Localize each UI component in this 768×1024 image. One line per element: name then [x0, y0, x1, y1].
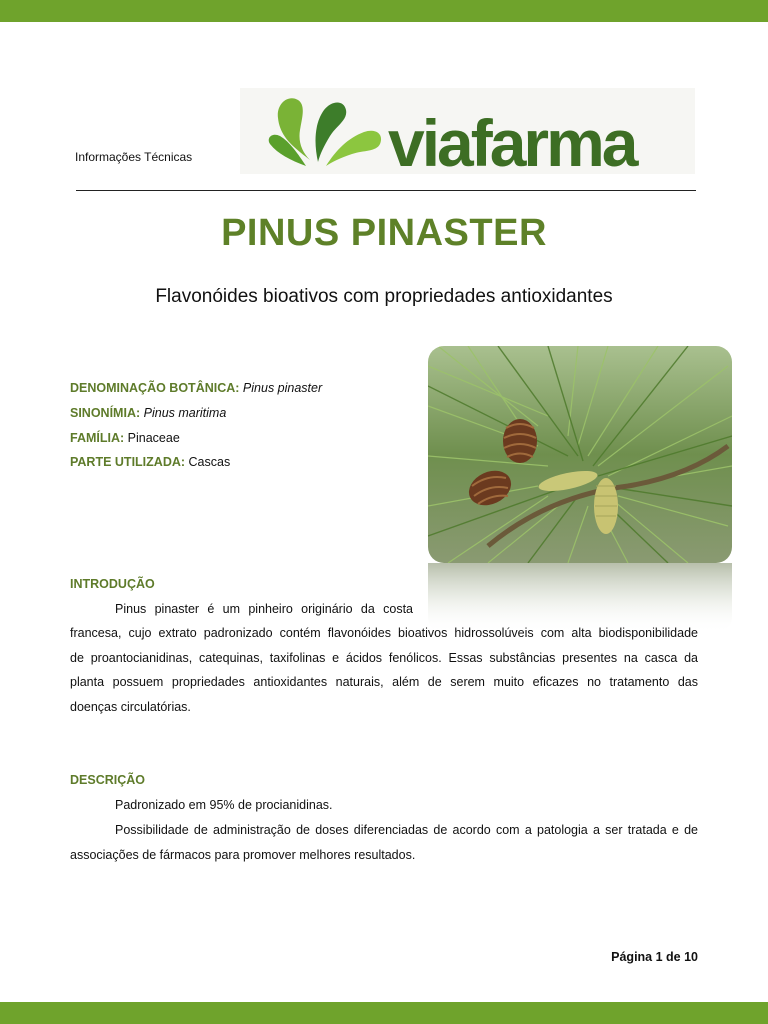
- meta-denominacao: [70, 381, 322, 395]
- meta-parte-label: PARTE UTILIZADA:: [70, 455, 186, 469]
- header-label: Informações Técnicas: [75, 150, 193, 164]
- descricao-line-2: Possibilidade de administração de doses diferenciadas de acordo com a patologia a ser tratada e de: [115, 823, 698, 837]
- meta-parte-value: Cascas: [188, 455, 231, 469]
- page-subtitle: Flavonóides bioativos com propriedades antioxidantes: [155, 286, 613, 307]
- page-title: PINUS PINASTER: [221, 212, 547, 254]
- descricao-line-3: associações de fármacos para promover melhores resultados.: [70, 847, 416, 862]
- descricao-heading: DESCRIÇÃO: [70, 773, 146, 787]
- meta-sinonimia-label: SINONÍMIA:: [70, 406, 141, 420]
- pine-cone-1: [503, 419, 537, 463]
- meta-sinonimia-value: Pinus maritima: [143, 406, 227, 420]
- logo-text: viafarma: [388, 106, 636, 174]
- bottom-green-bar: [0, 1002, 768, 1024]
- intro-line-2: francesa, cujo extrato padronizado contém flavonóides bioativos hidrossolúveis com alta biodisponibilidade: [70, 626, 698, 640]
- pine-photo-graphic: [428, 346, 732, 563]
- meta-sinonimia: [70, 406, 226, 420]
- pine-photo: [428, 346, 732, 563]
- viafarma-logo: [240, 88, 695, 174]
- descricao-body: [70, 818, 698, 867]
- top-green-bar: [0, 0, 768, 22]
- meta-familia: [70, 431, 180, 445]
- descricao-line-1: Padronizado em 95% de procianidinas.: [115, 798, 333, 812]
- meta-denominacao-value: Pinus pinaster: [242, 381, 323, 395]
- header-rule: [76, 190, 696, 191]
- meta-denominacao-label: DENOMINAÇÃO BOTÂNICA:: [70, 381, 240, 395]
- page-number: Página 1 de 10: [611, 950, 698, 964]
- meta-familia-label: FAMÍLIA:: [70, 431, 125, 445]
- intro-heading: INTRODUÇÃO: [70, 577, 155, 591]
- meta-parte: [70, 455, 230, 469]
- intro-body: [70, 621, 698, 719]
- intro-line-4: planta possuem propriedades antioxidantes naturais, além de serem muito eficazes no tratamento das: [70, 675, 698, 689]
- viafarma-logo-graphic: [240, 88, 695, 174]
- intro-line-1: Pinus pinaster é um pinheiro originário da costa: [115, 602, 413, 616]
- meta-familia-value: Pinaceae: [127, 431, 180, 445]
- intro-line-3: de proantocianidinas, catequinas, taxifolinas e ácidos fenólicos. Essas substâncias presentes na casca da: [70, 650, 698, 665]
- intro-line-5: doenças circulatórias.: [70, 699, 191, 714]
